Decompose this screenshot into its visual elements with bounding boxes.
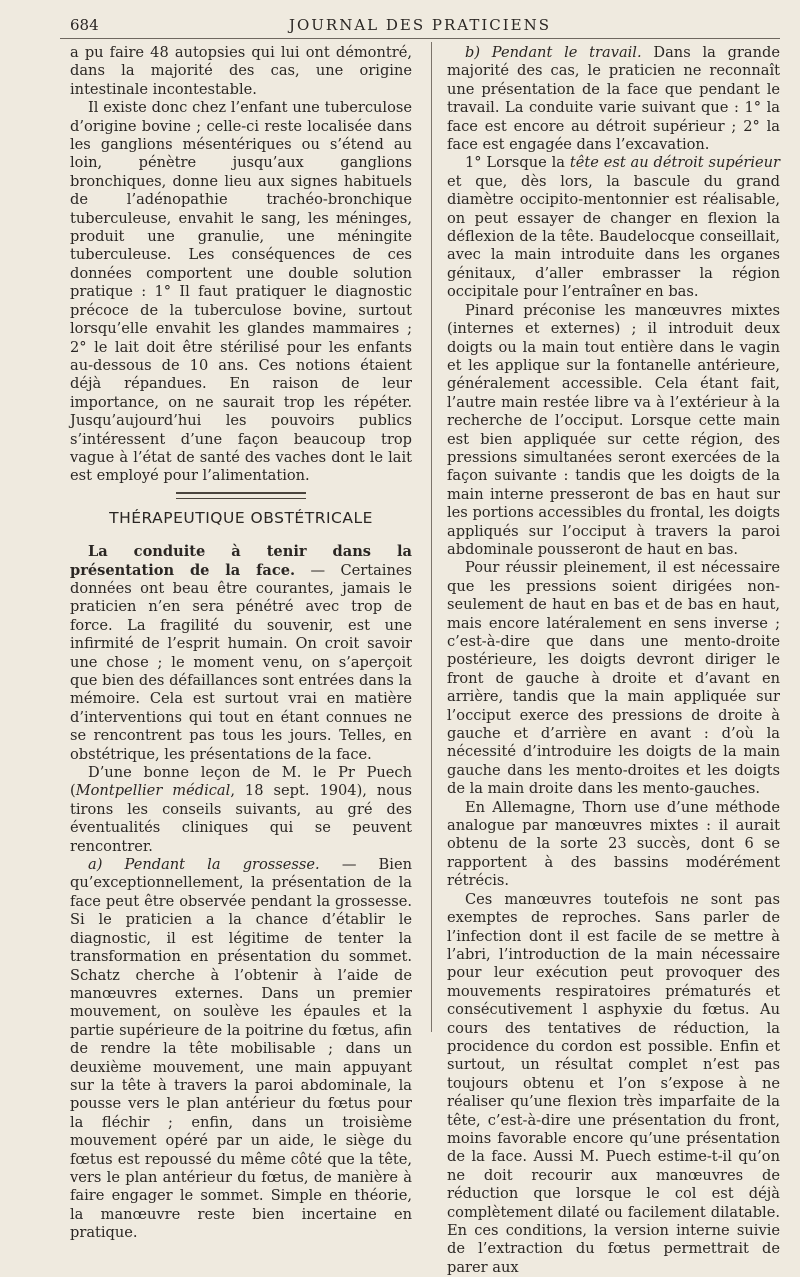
paragraph-text: Dans la grande majorité des cas, le praticien ne reconnaît une présentation de la face que pendant le travail. La conduite varie suivant que : 1° la face est encore au détroit supérieur ; 2° la face est engagée dans l’excavation. (447, 44, 780, 154)
paragraph-text: — Certaines données ont beau être courantes, jamais le praticien n’en sera pénétré avec trop de force. La fragilité du souvenir, est une infirmité de l’esprit humain. On croit savoir une chose ; le moment venu, on s’aperçoit que bien des défaillances sont entrées dans la mémoire. Cela est surtout vrai en matière d’interventions qui tout en étant connues ne se rencontrent pas tous les jours. Telles, en obstétrique, les présentations de la face. (70, 561, 412, 763)
paragraph (447, 154, 780, 301)
section-title: THÉRAPEUTIQUE OBSTÉTRICALE (109, 508, 373, 527)
running-title: JOURNAL DES PRATICIENS (288, 16, 552, 34)
subsection-heading: a) Pendant la grossesse. (88, 856, 320, 874)
page-header (60, 10, 780, 39)
article-title: La conduite à tenir dans la présentation de la face. (70, 543, 412, 579)
paragraph: Il existe donc chez l’enfant une tuberculose d’origine bovine ; celle-ci reste localisée dans les ganglions mésentériques ou s’étend au loin, pénètre jusqu’aux ganglions bronchiques, donne lieu aux signes habituels de l’adénopathie trachéo-bronchique tuberculeuse, envahit le sang, les méninges, produit une granulie, une méningite tuberculeuse. Les conséquences de ces données comportent une double solution pratique : 1° Il faut pratiquer le diagnostic précoce de la tuberculose bovine, surtout lorsqu’elle envahit les glandes mammaires ; 2° le lait doit être stérilisé pour les enfants au-dessous de 10 ans. Ces notions étaient déjà répandues. En raison de leur importance, on ne saurait trop les répéter. Jusqu’aujourd’hui les pouvoirs publics s’intéressent d’une façon beaucoup trop vague à l’état de santé des vaches dont le lait est employé pour l’alimentation. (70, 99, 412, 485)
column-divider (431, 42, 432, 1032)
emphasis-text: tête est au détroit supérieur (569, 154, 781, 172)
paragraph-text: , 18 sept. 1904), nous tirons les conseils suivants, au gré des éventualités cliniques qui se peuvent rencontrer. (70, 782, 412, 855)
paragraph: Pinard préconise les manœuvres mixtes (internes et externes) ; il introduit deux doigts ou la main tout entière dans le vagin et les applique sur la fontanelle antérieure, généralement accessible. Cela étant fait, l’autre main restée libre va à l’extérieur à la recherche de l’occiput. Lorsque cette main est bien appliquée sur cette région, des pressions simultanées seront exercées de la façon suivante : tandis que les doigts de la main interne presseront de bas en haut sur les portions accessibles du frontal, les doigts appliqués sur l’occiput à travers la paroi abdominale pousseront de haut en bas. (447, 301, 780, 558)
paragraph: En Allemagne, Thorn use d’une méthode analogue par manœuvres mixtes : il aurait obtenu de la sorte 23 succès, dont 6 se rapportent à des bassins modérément rétrécis. (447, 798, 780, 890)
paragraph-text: D’une bonne leçon de M. le Pr Puech ( (70, 764, 412, 800)
page-number: 684 (70, 16, 99, 34)
paragraph (70, 764, 412, 856)
left-column (70, 44, 412, 1243)
paragraph (70, 543, 412, 764)
paragraph: a pu faire 48 autopsies qui lui ont démontré, dans la majorité des cas, une origine intestinale incontestable. (70, 44, 412, 98)
paragraph-text: et que, dès lors, la bascule du grand diamètre occipito-mentonnier est réalisable, on peut essayer de changer en flexion la déflexion de la tête. Baudelocque conseillait, avec la main introduite dans les organes génitaux, d’aller embrasser la région occipitale pour l’entraîner en bas. (447, 172, 780, 301)
journal-reference: Montpellier médical (75, 782, 231, 800)
paragraph-text: 1° Lorsque la (465, 154, 570, 172)
paragraph: Ces manœuvres toutefois ne sont pas exemptes de reproches. Sans parler de l’infection dont il est facile de se mettre à l’abri, l’introduction de la main nécessaire pour leur exécution peut provoquer des mouvements respiratoires prématurés et consécutivement l asphyxie du fœtus. Au cours des tentatives de réduction, la procidence du cordon est possible. Enfin et surtout, un résultat complet n’est pas toujours obtenu et l’on s’expose à ne réaliser qu’une flexion très imparfaite de la tête, c’est-à-dire une présentation du front, moins favorable encore qu’une présentation de la face. Aussi M. Puech estime-t-il qu’on ne doit recourir aux manœuvres de réduction que lorsque le col est déjà complètement dilaté ou facilement dilatable. En ces conditions, la version interne suivie de l’extraction du fœtus permettrait de parer aux (447, 890, 780, 1276)
paragraph: Pour réussir pleinement, il est nécessaire que les pressions soient dirigées non-seulement de haut en bas et de bas en haut, mais encore latéralement en sens inverse ; c’est-à-dire que dans une mento-droite postérieure, les doigts devront diriger le front de gauche à droite et d’avant en arrière, tandis que la main appliquée sur l’occiput exerce des pressions de droite à gauche et d’arrière en avant : d’où la nécessité d’introduire les doigts de la main gauche dans les mento-droites et les doigts de la main droite dans les mento-gauches. (447, 559, 780, 798)
paragraph (447, 44, 780, 154)
paragraph-text: — Bien qu’exceptionnellement, la présentation de la face peut être observée pendant la grossesse. Si le praticien a la chance d’établir le diagnostic, il est légitime de tenter la transformation en présentation du sommet. Schatz cherche à l’obtenir à l’aide de manœuvres externes. Dans un premier mouvement, on soulève les épaules et la partie supérieure de la poitrine du fœtus, afin de rendre la tête mobilisable ; dans un deuxième mouvement, une main appuyant sur la tête à travers la paroi abdominale, la pousse vers le plan antérieur du fœtus pour la fléchir ; enfin, dans un troisième mouvement opéré par un aide, le siège du fœtus est repoussé du même côté que la tête, vers le plan antérieur du fœtus, de manière à faire engager le sommet. Simple en théorie, la manœuvre reste bien incertaine en pratique. (70, 856, 412, 1242)
right-column (447, 44, 780, 1277)
subsection-heading: b) Pendant le travail. (465, 44, 642, 61)
section-divider (176, 492, 306, 499)
paragraph (70, 856, 412, 1243)
